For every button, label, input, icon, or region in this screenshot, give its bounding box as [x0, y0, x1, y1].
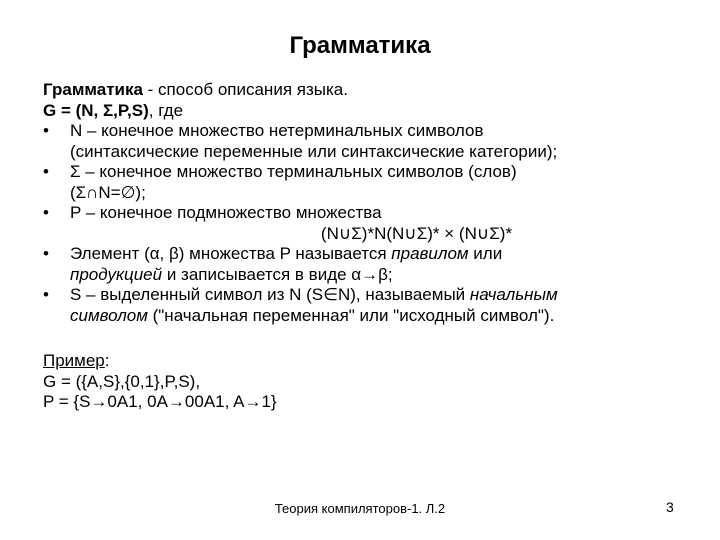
slide-content	[43, 80, 693, 413]
term-rule: правилом	[391, 244, 469, 263]
bullet-element-pre: Элемент (α, β) множества P называется	[70, 244, 392, 263]
bullet-s-post: ("начальная переменная" или "исходный символ").	[147, 305, 555, 325]
definition-term: Грамматика	[43, 80, 143, 99]
bullet-dot-icon: •	[43, 285, 49, 304]
tuple-line	[43, 101, 693, 122]
bullet-dot-icon: •	[43, 162, 49, 181]
example-label-line	[43, 351, 693, 372]
example-line1: G = ({A,S},{0,1},P,S),	[43, 371, 201, 391]
bullet-element-line2	[70, 265, 693, 286]
bullet-dot-icon: •	[43, 244, 49, 263]
bullet-p-formula: (N∪Σ)*N(N∪Σ)* × (N∪Σ)*	[320, 223, 513, 243]
term-production: продукцией	[70, 264, 163, 284]
definition-rest: - способ описания языка.	[142, 80, 348, 99]
spacer	[43, 326, 693, 351]
bullet-dot-icon: •	[43, 203, 49, 222]
bullet-item-p	[43, 203, 693, 244]
bullet-dot-icon: •	[43, 121, 49, 140]
bullet-element-post: и записывается в виде α→β;	[162, 264, 393, 284]
bullet-element-mid: или	[468, 244, 503, 263]
bullet-item-s	[43, 285, 693, 326]
bullet-n-line1: N – конечное множество нетерминальных символов	[70, 121, 484, 140]
tuple-formula: G = (N, Σ,P,S)	[43, 100, 149, 120]
term-initial: начальным	[469, 285, 558, 304]
bullet-p-line1: P – конечное подмножество множества	[70, 203, 382, 222]
example-label: Пример	[43, 351, 105, 370]
term-symbol: символом	[70, 305, 148, 325]
slide-title: Грамматика	[289, 32, 431, 59]
bullet-item-element	[43, 244, 693, 285]
bullet-item-n	[43, 121, 693, 162]
page-number: 3	[666, 499, 674, 515]
bullet-s-line2	[70, 306, 693, 327]
bullet-n-line2: (синтаксические переменные или синтаксические категории);	[70, 141, 558, 161]
tuple-rest: , где	[148, 100, 184, 120]
bullet-sigma-line1: Σ – конечное множество терминальных символов (слов)	[70, 162, 517, 181]
definition-line	[43, 80, 693, 101]
example-colon: :	[104, 351, 110, 370]
footer-text: Теория компиляторов-1. Л.2	[274, 501, 446, 516]
bullet-s-pre: S – выделенный символ из N (S∈N), называемый	[70, 285, 470, 304]
bullet-element-line1	[70, 244, 693, 265]
bullet-item-sigma	[43, 162, 693, 203]
example-line2: P = {S→0A1, 0A→00A1, A→1}	[43, 392, 277, 411]
bullet-s-line1	[70, 285, 693, 306]
bullet-sigma-line2: (Σ∩N=∅);	[70, 182, 146, 202]
